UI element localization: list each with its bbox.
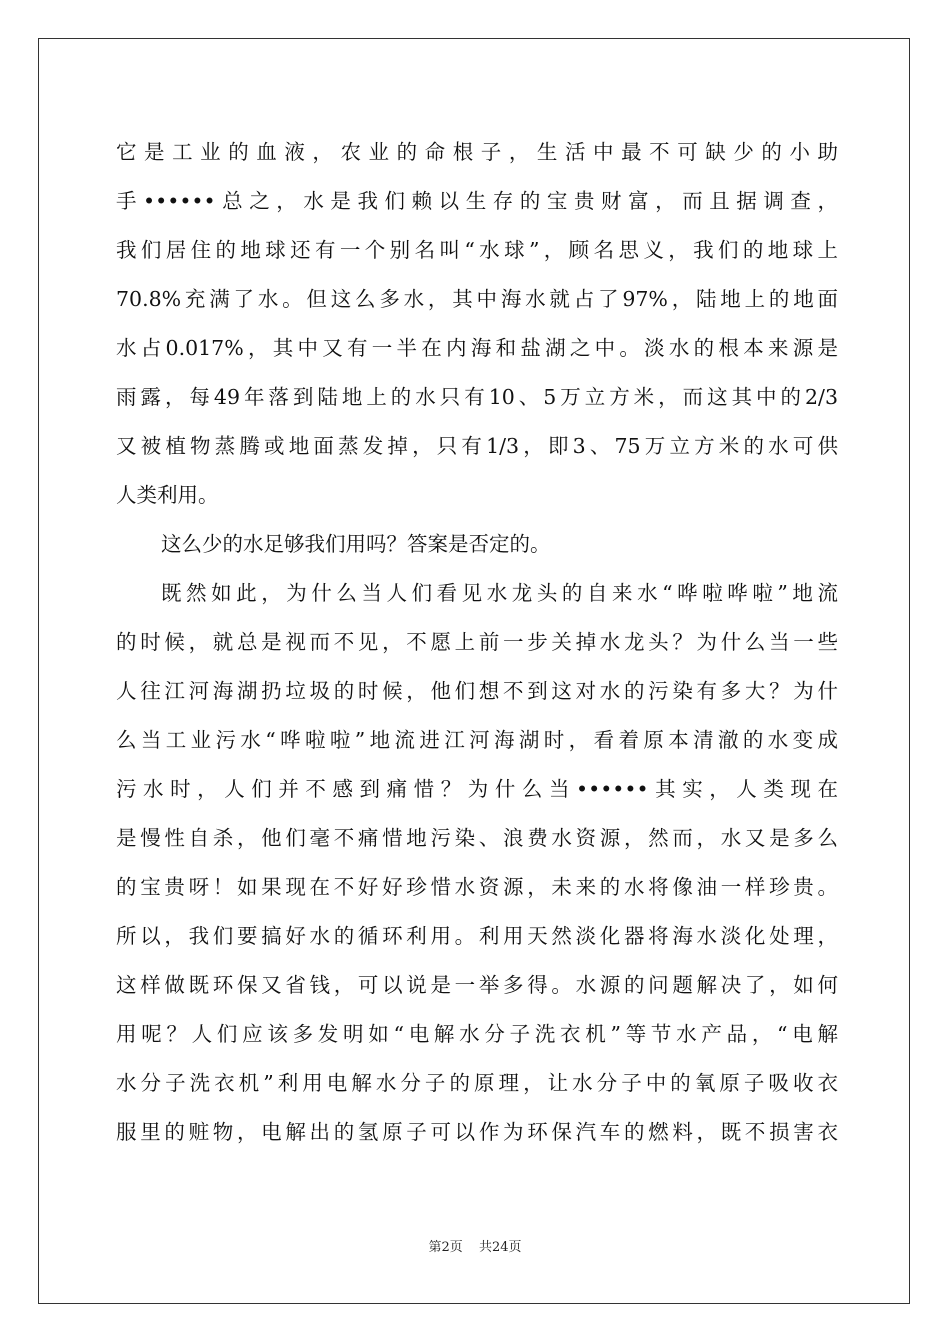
text-line: 这样做既环保又省钱，可以说是一举多得。水源的问题解决了，如何 — [116, 973, 838, 997]
text-line: 我们居住的地球还有一个别名叫“水球”，顾名思义，我们的地球上 — [116, 238, 838, 262]
paragraph-line: 既然如此，为什么当人们看见水龙头的自来水“哗啦哗啦”地流 — [161, 581, 838, 605]
text-line: 用呢？人们应该多发明如“电解水分子洗衣机”等节水产品，“电解 — [116, 1022, 838, 1046]
total-pages: 共24页 — [478, 1240, 522, 1255]
text-line: 的宝贵呀！如果现在不好好珍惜水资源，未来的水将像油一样珍贵。 — [116, 875, 838, 899]
text-line: 么当工业污水“哗啦啦”地流进江河海湖时，看着原本清澈的水变成 — [116, 728, 838, 752]
text-line: 人类利用。 — [116, 483, 219, 507]
text-line: 70.8%充满了水。但这么多水，其中海水就占了97%，陆地上的地面 — [116, 287, 838, 311]
document-body — [116, 128, 838, 1157]
text-line: 水占0.017%，其中又有一半在内海和盐湖之中。淡水的根本来源是 — [116, 336, 838, 360]
text-line: 手••••••总之，水是我们赖以生存的宝贵财富，而且据调查， — [116, 189, 838, 213]
text-line: 它是工业的血液，农业的命根子，生活中最不可缺少的小助 — [116, 140, 838, 164]
page-number: 第2页 — [428, 1240, 463, 1255]
text-line: 是慢性自杀，他们毫不痛惜地污染、浪费水资源，然而，水又是多么 — [116, 826, 838, 850]
text-line: 雨露，每49年落到陆地上的水只有10、5万立方米，而这其中的2/3 — [116, 385, 838, 409]
text-line: 又被植物蒸腾或地面蒸发掉，只有1/3，即3、75万立方米的水可供 — [116, 434, 838, 458]
text-line: 所以，我们要搞好水的循环利用。利用天然淡化器将海水淡化处理， — [116, 924, 838, 948]
text-line: 水分子洗衣机”利用电解水分子的原理，让水分子中的氧原子吸收衣 — [116, 1071, 838, 1095]
text-line: 人往江河海湖扔垃圾的时候，他们想不到这对水的污染有多大？为什 — [116, 679, 838, 703]
page-footer — [0, 1236, 950, 1255]
paragraph-line: 这么少的水足够我们用吗？答案是否定的。 — [161, 532, 551, 556]
text-line: 服里的赃物，电解出的氢原子可以作为环保汽车的燃料，既不损害衣 — [116, 1120, 838, 1144]
text-line: 污水时，人们并不感到痛惜？为什么当••••••其实，人类现在 — [116, 777, 838, 801]
text-line: 的时候，就总是视而不见，不愿上前一步关掉水龙头？为什么当一些 — [116, 630, 838, 654]
